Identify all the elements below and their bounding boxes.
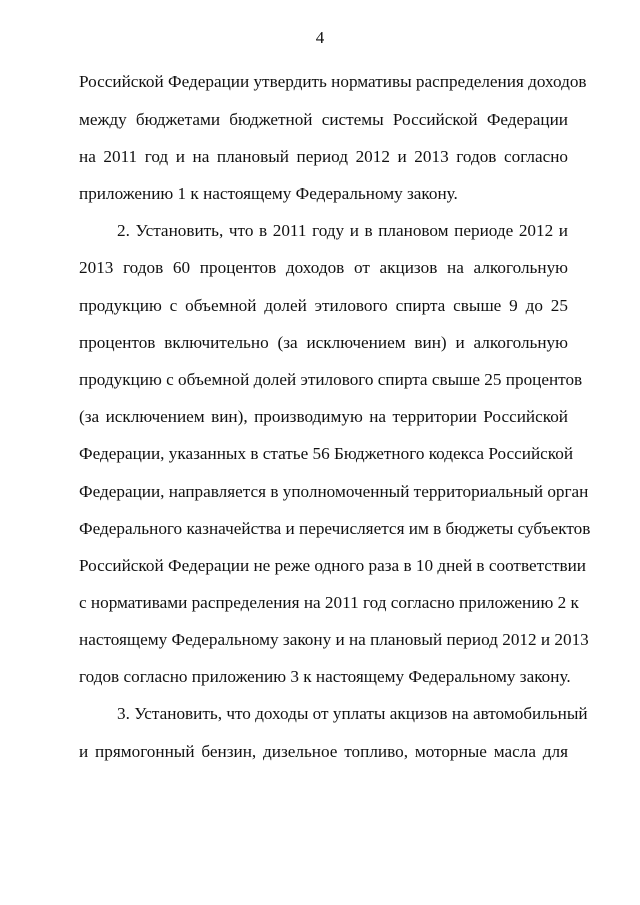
text-line: и прямогонный бензин, дизельное топливо, моторные масла для bbox=[79, 742, 568, 761]
text-line: 2. Установить, что в 2011 году и в плановом периоде 2012 и bbox=[117, 221, 568, 240]
text-line: между бюджетами бюджетной системы Российской Федерации bbox=[79, 110, 568, 129]
text-line: настоящему Федеральному закону и на плановый период 2012 и 2013 bbox=[79, 630, 589, 649]
text-line: приложению 1 к настоящему Федеральному закону. bbox=[79, 184, 458, 203]
text-line: продукцию с объемной долей этилового спирта свыше 25 процентов bbox=[79, 370, 583, 389]
text-line: с нормативами распределения на 2011 год согласно приложению 2 к bbox=[79, 593, 579, 612]
text-line: (за исключением вин), производимую на территории Российской bbox=[79, 407, 568, 426]
text-line: 2013 годов 60 процентов доходов от акцизов на алкогольную bbox=[79, 258, 568, 277]
text-line: 3. Установить, что доходы от уплаты акцизов на автомобильный bbox=[117, 704, 588, 723]
text-line: Федерального казначейства и перечисляется им в бюджеты субъектов bbox=[79, 519, 591, 538]
text-line: Федерации, направляется в уполномоченный территориальный орган bbox=[79, 482, 589, 501]
text-line: Российской Федерации утвердить нормативы распределения доходов bbox=[79, 72, 587, 91]
text-line: на 2011 год и на плановый период 2012 и 2013 годов согласно bbox=[79, 147, 568, 166]
text-line: Российской Федерации не реже одного раза в 10 дней в соответствии bbox=[79, 556, 586, 575]
text-line: Федерации, указанных в статье 56 Бюджетного кодекса Российской bbox=[79, 444, 574, 463]
text-line: продукцию с объемной долей этилового спирта свыше 9 до 25 bbox=[79, 296, 568, 315]
text-line: процентов включительно (за исключением вин) и алкогольную bbox=[79, 333, 568, 352]
page-number: 4 bbox=[315, 28, 325, 47]
text-line: годов согласно приложению 3 к настоящему Федеральному закону. bbox=[79, 667, 571, 686]
